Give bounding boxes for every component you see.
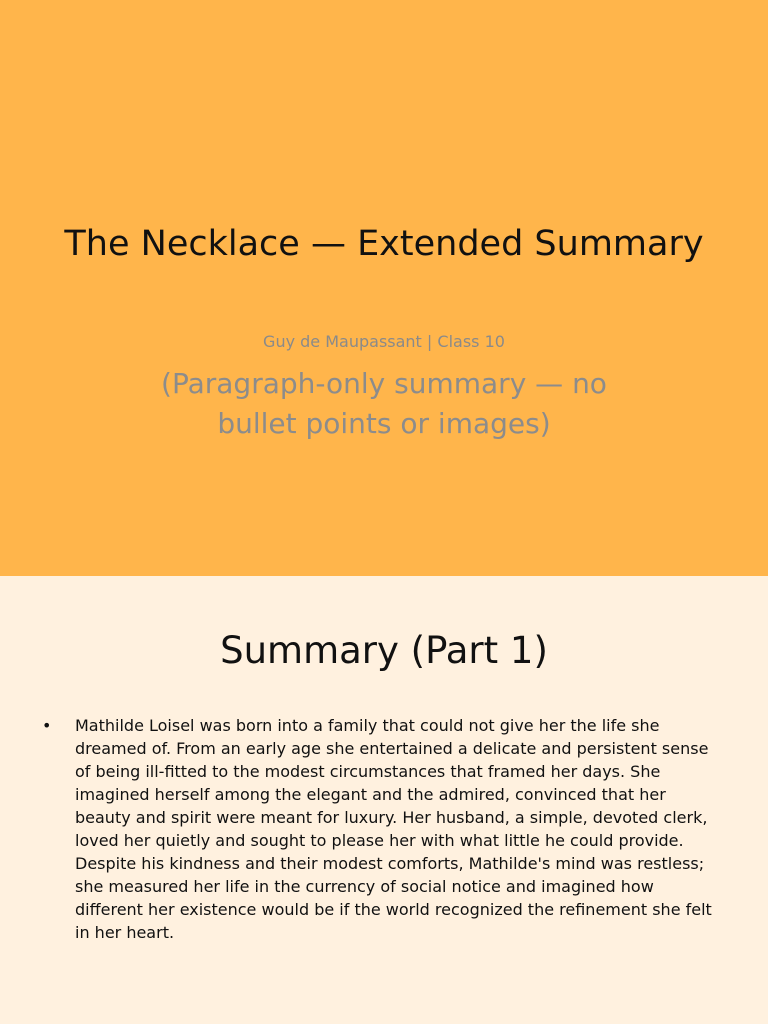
bullet-icon: • — [42, 716, 52, 735]
summary-title: Summary (Part 1) — [220, 629, 548, 672]
author-line: Guy de Maupassant | Class 10 — [263, 332, 505, 351]
summary-note: (Paragraph-only summary — no bullet points or images) — [161, 367, 607, 440]
summary-paragraph: Mathilde Loisel was born into a family that could not give her the life she dreamed of. From an early age she entertained a delicate and persistent sense of being ill-fitted to the modest circumstances that framed her days. She imagined herself among the elegant and the admired, convinced that her beauty and spirit were meant for luxury. Her husband, a simple, devoted clerk, loved her quietly and sought to please her with what little he could provide. Despite his kindness and their modest comforts, Mathilde's mind was restless; she measured her life in the currency of social notice and imagined how different her existence would be if the world recognized the refinement she felt in her heart. — [75, 716, 712, 942]
summary-slide — [0, 576, 768, 1024]
slide-title: The Necklace — Extended Summary — [64, 224, 704, 264]
